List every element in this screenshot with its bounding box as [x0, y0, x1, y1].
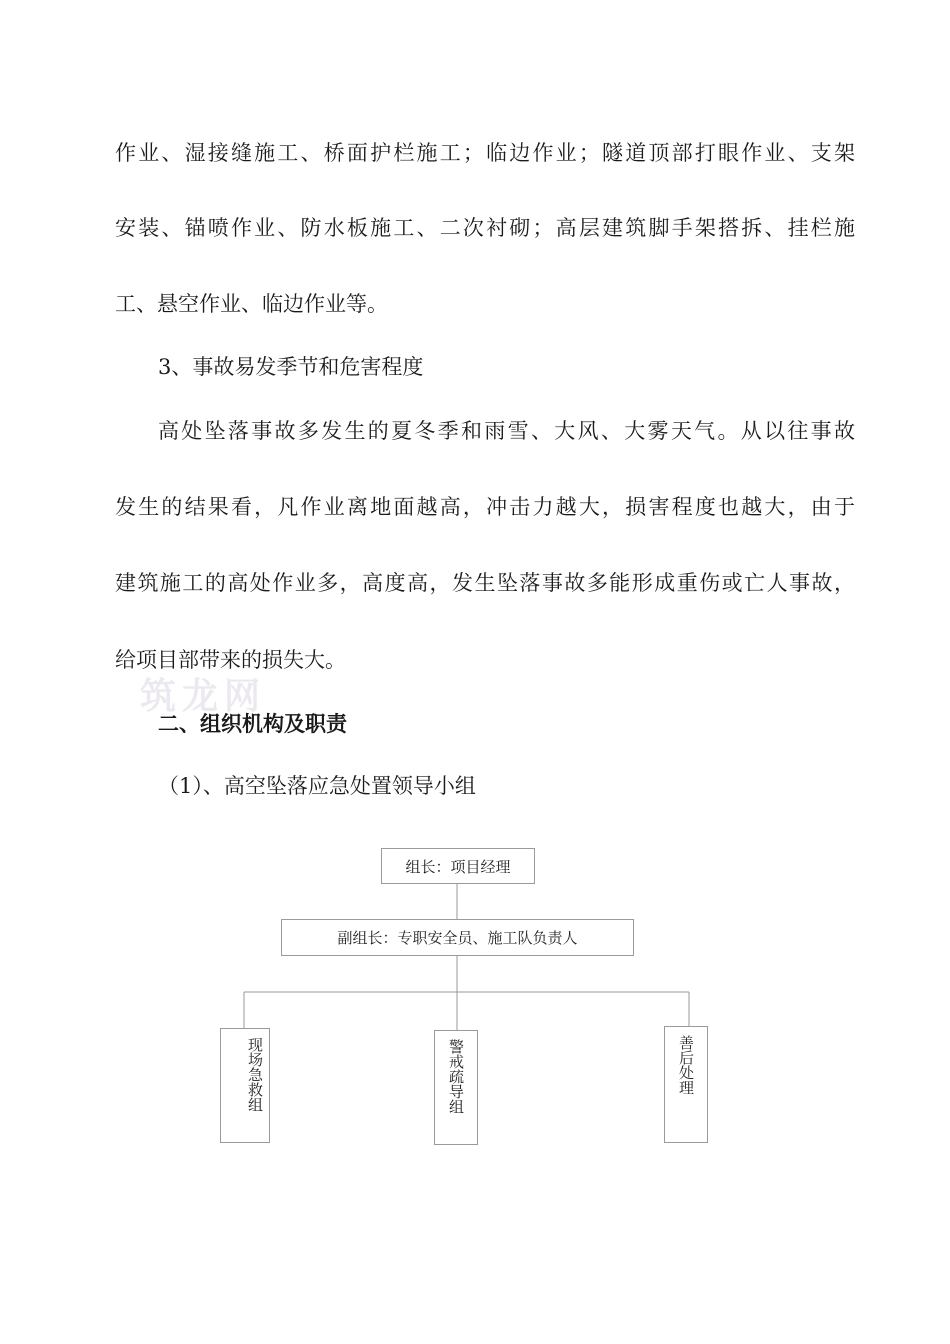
- paragraph-line: 工、悬空作业、临边作业等。: [115, 292, 388, 316]
- section-subtitle: （1）、高空坠落应急处置领导小组: [158, 774, 476, 798]
- org-box-first-aid-label: 现场急救组: [246, 1037, 264, 1112]
- paragraph-line: 建筑施工的高处作业多，高度高，发生坠落事故多能形成重伤或亡人事故，: [115, 571, 855, 595]
- org-box-aftermath-label: 善后处理: [677, 1035, 695, 1095]
- paragraph-line: 安装、锚喷作业、防水板施工、二次衬砌；高层建筑脚手架搭拆、挂栏施: [115, 216, 855, 240]
- section-heading: 二、组织机构及职责: [158, 712, 347, 736]
- org-box-leader: [381, 848, 535, 884]
- paragraph-line: 给项目部带来的损失大。: [115, 648, 346, 672]
- org-box-deputy-label: 副组长：专职安全员、施工队负责人: [337, 929, 578, 947]
- org-box-deputy: [281, 919, 634, 956]
- org-box-aftermath-group: [664, 1026, 708, 1143]
- paragraph-line: 作业、湿接缝施工、桥面护栏施工；临边作业；隧道顶部打眼作业、支架: [115, 141, 855, 165]
- paragraph-line: 发生的结果看，凡作业离地面越高，冲击力越大，损害程度也越大，由于: [115, 495, 855, 519]
- org-box-cordon-label: 警戒疏导组: [447, 1039, 465, 1114]
- paragraph-line: 高处坠落事故多发生的夏冬季和雨雪、大风、大雾天气。从以往事故: [158, 419, 855, 443]
- org-box-cordon-group: [434, 1030, 478, 1145]
- subsection-title: 3、事故易发季节和危害程度: [158, 355, 424, 379]
- watermark-logo: 筑龙网: [140, 676, 267, 717]
- org-box-leader-label: 组长：项目经理: [405, 857, 511, 876]
- org-box-first-aid-group: [220, 1028, 270, 1143]
